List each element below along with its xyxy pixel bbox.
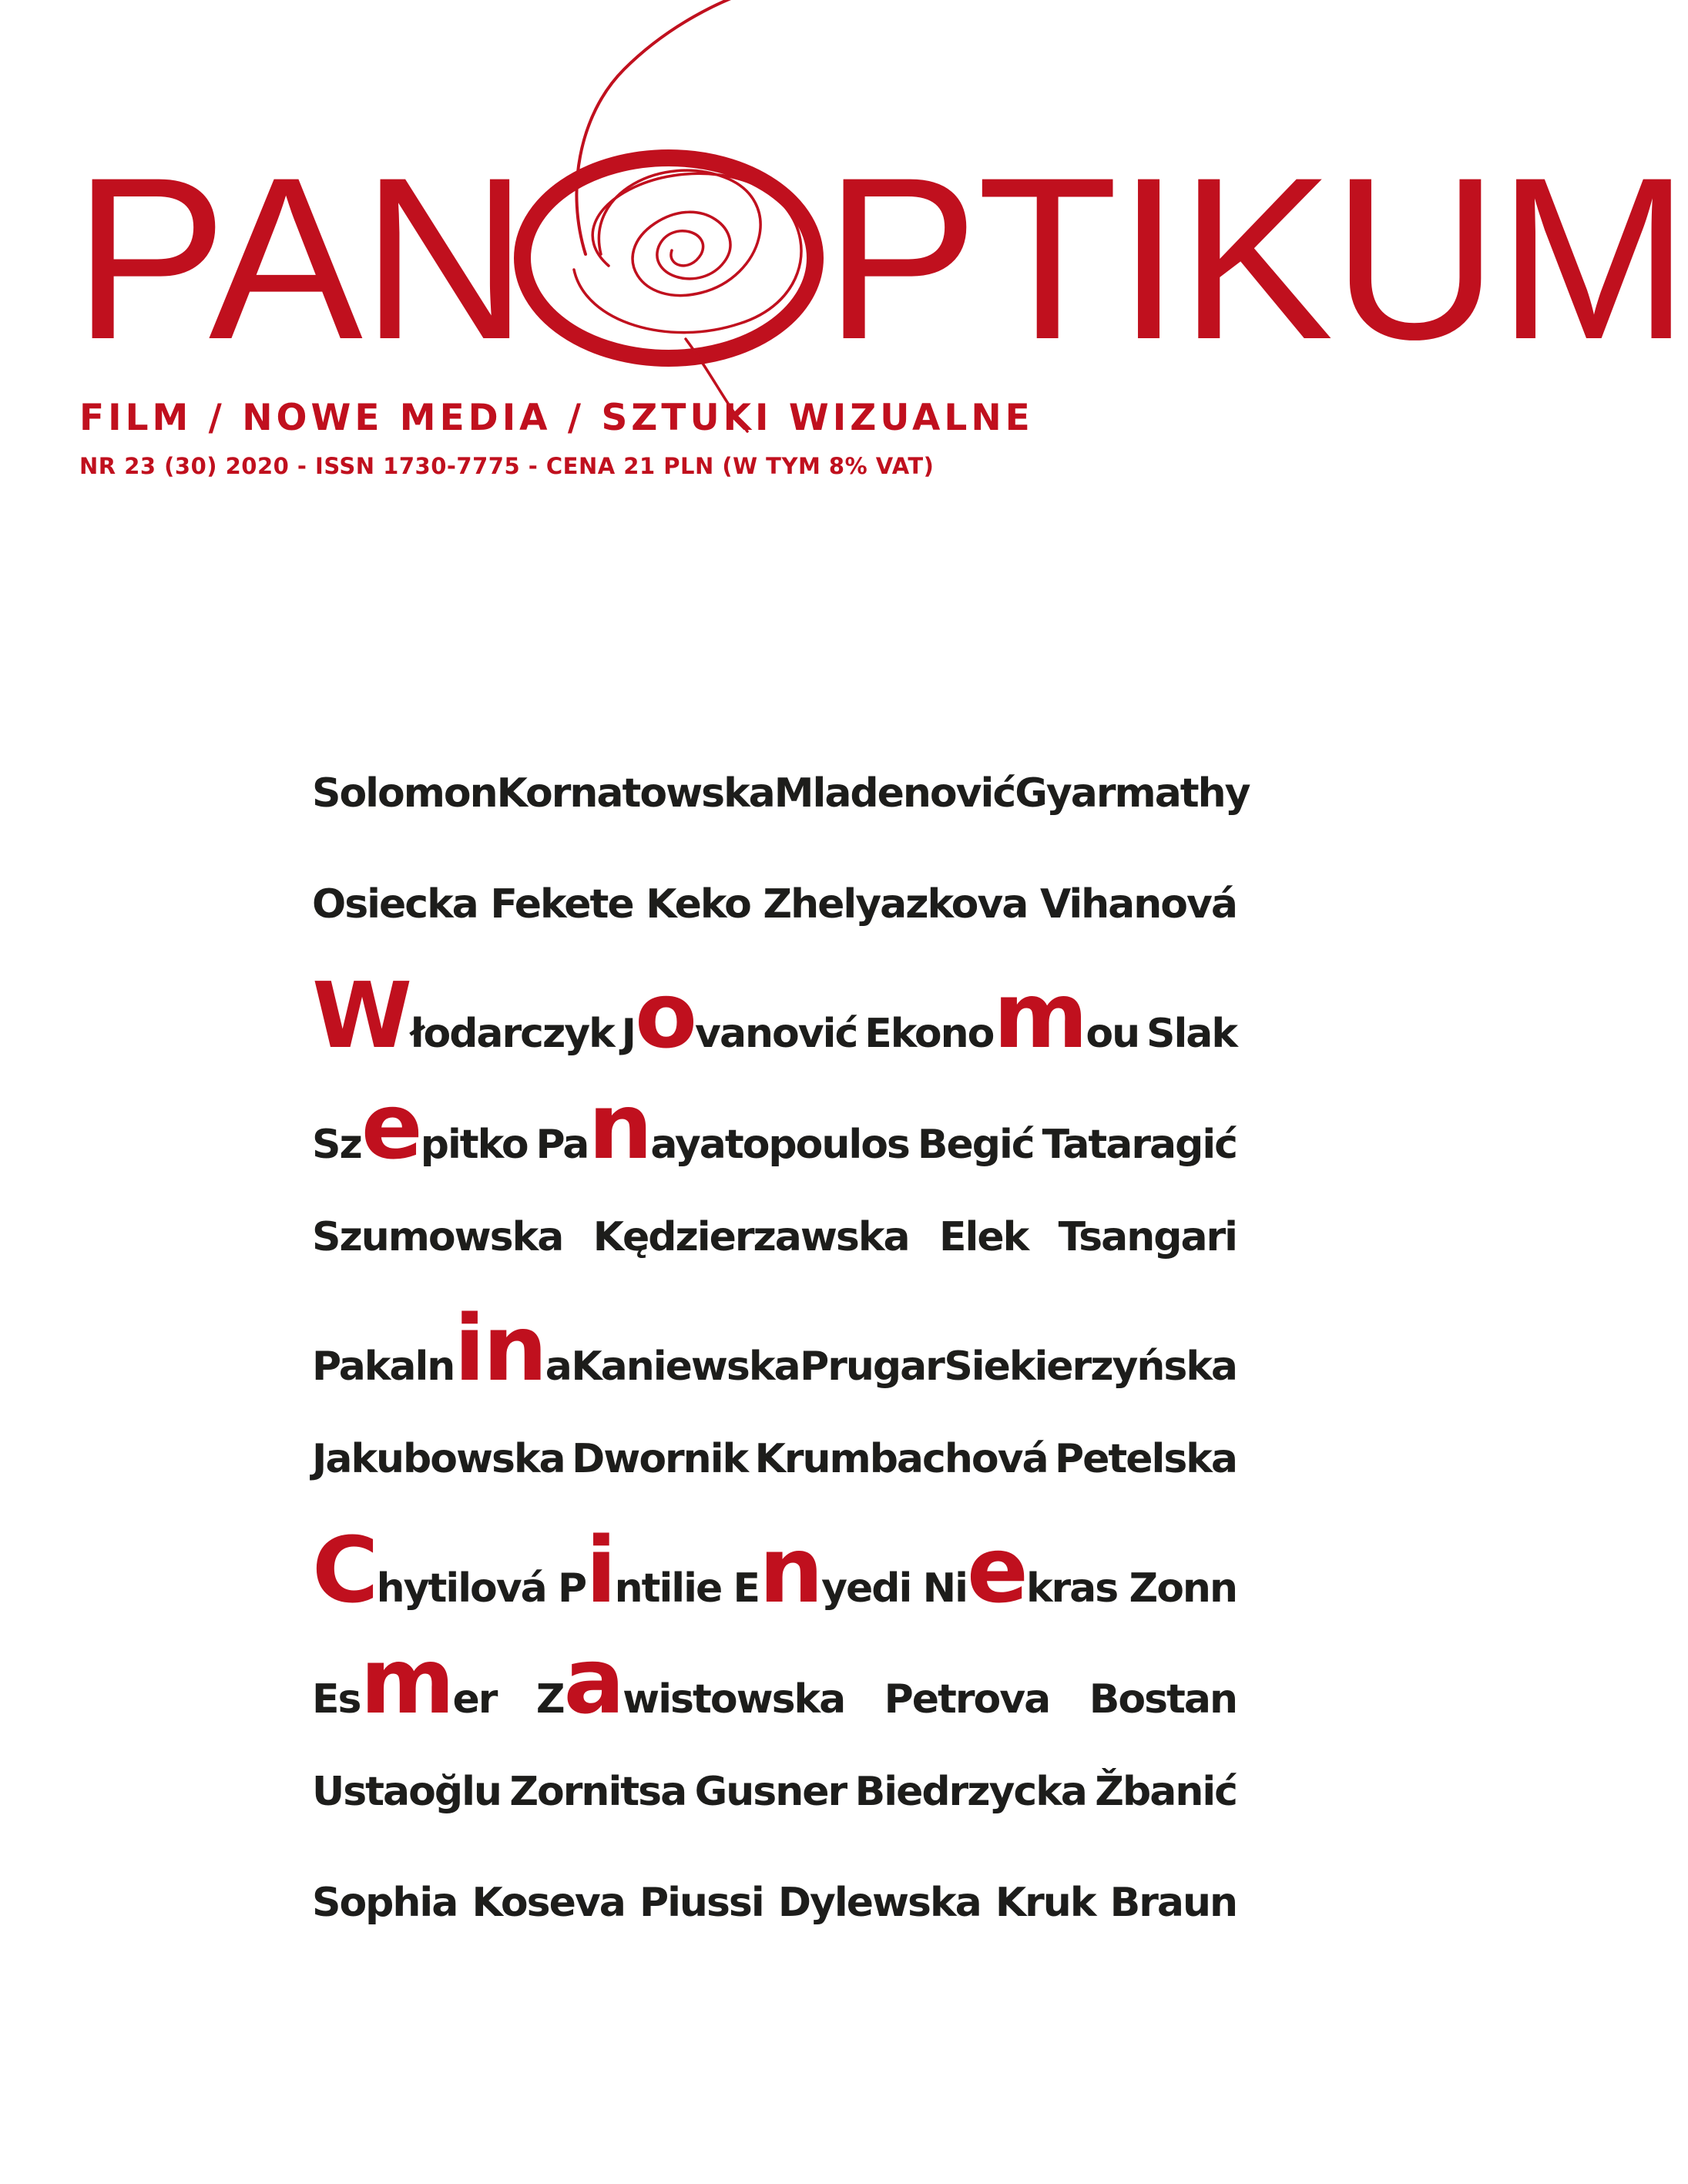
name-text: Piussi bbox=[639, 1880, 763, 1926]
director-name bbox=[1095, 1769, 1237, 1815]
name-row bbox=[312, 1880, 1237, 1949]
name-text: Vihanová bbox=[1039, 881, 1237, 928]
director-name bbox=[1089, 1676, 1237, 1723]
name-row bbox=[312, 1628, 1237, 1734]
name-text: Zhelyazkova bbox=[763, 881, 1028, 928]
name-text: łodarczyk bbox=[410, 1011, 614, 1057]
name-text: Sz bbox=[312, 1122, 361, 1168]
name-row bbox=[312, 1436, 1237, 1505]
director-name bbox=[593, 1214, 909, 1260]
director-name bbox=[939, 1214, 1028, 1260]
highlight-letter: in bbox=[454, 1295, 545, 1401]
director-name bbox=[695, 1769, 847, 1815]
director-name bbox=[639, 1880, 763, 1926]
director-name bbox=[800, 1344, 944, 1390]
name-text: E bbox=[733, 1565, 760, 1612]
highlight-letter: W bbox=[312, 962, 411, 1069]
issue-info-line: NR 23 (30) 2020 - ISSN 1730-7775 - CENA 21 PLN (W TYM 8% VAT) bbox=[79, 453, 935, 479]
name-text: vanović bbox=[695, 1011, 857, 1057]
name-row bbox=[312, 1214, 1237, 1283]
name-text: J bbox=[621, 1011, 635, 1057]
director-name bbox=[1146, 1011, 1237, 1057]
masthead-title-left: PAN bbox=[73, 129, 527, 387]
name-text: Slak bbox=[1146, 1011, 1237, 1057]
name-text: Kornatowska bbox=[496, 770, 774, 817]
highlight-letter: C bbox=[312, 1517, 377, 1623]
director-name bbox=[312, 1517, 546, 1623]
director-name bbox=[1040, 881, 1237, 928]
logo-scribble-outer bbox=[574, 173, 801, 332]
name-text: Braun bbox=[1109, 1880, 1237, 1926]
director-name bbox=[535, 1628, 845, 1734]
director-name bbox=[1059, 1214, 1237, 1260]
director-name bbox=[312, 1628, 497, 1734]
director-name bbox=[855, 1769, 1086, 1815]
name-text: Prugar bbox=[800, 1344, 944, 1390]
name-row bbox=[312, 962, 1237, 1069]
director-name bbox=[312, 1295, 571, 1401]
director-name bbox=[312, 1073, 528, 1179]
director-name bbox=[774, 770, 1015, 817]
director-name bbox=[884, 1676, 1050, 1723]
name-row bbox=[312, 1517, 1237, 1623]
director-name bbox=[1042, 1122, 1237, 1168]
director-name bbox=[763, 881, 1027, 928]
name-text: Kruk bbox=[995, 1880, 1096, 1926]
director-name bbox=[572, 1436, 747, 1482]
name-text: a bbox=[545, 1344, 571, 1390]
director-name bbox=[864, 962, 1139, 1069]
name-row bbox=[312, 881, 1237, 951]
name-text: Petelska bbox=[1055, 1436, 1237, 1482]
director-name bbox=[312, 962, 614, 1069]
name-text: Biedrzycka bbox=[854, 1769, 1086, 1815]
director-name bbox=[1015, 770, 1249, 817]
highlight-letter: m bbox=[360, 1628, 453, 1734]
director-name bbox=[312, 881, 478, 928]
name-text: Žbanić bbox=[1095, 1769, 1237, 1815]
name-text: Mladenović bbox=[774, 770, 1015, 817]
director-name bbox=[621, 962, 857, 1069]
logo-ring bbox=[522, 158, 815, 358]
director-name bbox=[312, 1880, 457, 1926]
name-text: ou bbox=[1086, 1011, 1139, 1057]
name-text: Koseva bbox=[471, 1880, 625, 1926]
name-text: wistowska bbox=[623, 1676, 845, 1723]
name-text: Petrova bbox=[884, 1676, 1050, 1723]
name-text: er bbox=[452, 1676, 497, 1723]
name-text: Osiecka bbox=[312, 881, 478, 928]
name-text: Ustaoğlu bbox=[312, 1769, 501, 1815]
highlight-letter: m bbox=[993, 962, 1086, 1069]
director-name bbox=[733, 1517, 911, 1623]
director-name bbox=[312, 1214, 562, 1260]
highlight-letter: o bbox=[634, 962, 696, 1069]
name-text: Elek bbox=[938, 1214, 1029, 1260]
name-text: pitko bbox=[420, 1122, 528, 1168]
name-text: Gyarmathy bbox=[1015, 770, 1250, 817]
director-name bbox=[918, 1122, 1034, 1168]
name-row bbox=[312, 1073, 1237, 1179]
director-name bbox=[312, 1436, 565, 1482]
name-text: Es bbox=[312, 1676, 361, 1723]
director-name bbox=[509, 1769, 686, 1815]
name-text: hytilová bbox=[376, 1565, 546, 1612]
name-text: Gusner bbox=[694, 1769, 847, 1815]
director-name bbox=[497, 770, 774, 817]
name-text: Begić bbox=[917, 1122, 1034, 1168]
name-text: ntilie bbox=[614, 1565, 722, 1612]
name-text: Pa bbox=[535, 1122, 589, 1168]
director-name bbox=[472, 1880, 625, 1926]
name-text: Kędzierzawska bbox=[592, 1214, 909, 1260]
director-name bbox=[944, 1344, 1237, 1390]
name-text: Tsangari bbox=[1058, 1214, 1237, 1260]
name-text: Zonn bbox=[1129, 1565, 1237, 1612]
director-name bbox=[646, 881, 750, 928]
name-row bbox=[312, 770, 1250, 840]
director-name bbox=[312, 770, 497, 817]
name-text: Ekono bbox=[864, 1011, 994, 1057]
name-text: Sophia bbox=[312, 1880, 458, 1926]
highlight-letter: e bbox=[361, 1073, 421, 1179]
name-text: Z bbox=[535, 1676, 564, 1723]
highlight-letter: i bbox=[586, 1517, 615, 1623]
director-name bbox=[922, 1517, 1118, 1623]
director-name bbox=[1129, 1565, 1237, 1612]
name-text: Dylewska bbox=[777, 1880, 981, 1926]
name-text: Tataragić bbox=[1042, 1122, 1237, 1168]
name-text: Pakaln bbox=[312, 1344, 455, 1390]
name-text: Fekete bbox=[490, 881, 633, 928]
scribble-o-logo-icon bbox=[493, 0, 847, 431]
name-text: Solomon bbox=[312, 770, 497, 817]
name-text: Krumbachová bbox=[754, 1436, 1048, 1482]
director-name bbox=[755, 1436, 1048, 1482]
journal-subtitle: FILM / NOWE MEDIA / SZTUKI WIZUALNE bbox=[79, 397, 1034, 439]
director-name bbox=[490, 881, 633, 928]
director-name bbox=[778, 1880, 981, 1926]
highlight-letter: a bbox=[563, 1628, 623, 1734]
name-row bbox=[312, 1295, 1237, 1401]
name-row bbox=[312, 1769, 1237, 1838]
highlight-letter: n bbox=[759, 1517, 822, 1623]
director-name bbox=[995, 1880, 1096, 1926]
name-text: Szumowska bbox=[312, 1214, 563, 1260]
director-name bbox=[1055, 1436, 1237, 1482]
director-name bbox=[1110, 1880, 1237, 1926]
director-name bbox=[535, 1073, 909, 1179]
name-text: Bostan bbox=[1089, 1676, 1237, 1723]
director-name bbox=[312, 1769, 501, 1815]
name-text: Ni bbox=[922, 1565, 967, 1612]
masthead-title-right: PTIKUM bbox=[824, 129, 1688, 387]
director-name bbox=[571, 1344, 799, 1390]
director-name bbox=[558, 1517, 722, 1623]
name-text: Jakubowska bbox=[312, 1436, 565, 1482]
name-text: ayatopoulos bbox=[650, 1122, 909, 1168]
name-text: Dwornik bbox=[572, 1436, 748, 1482]
name-text: P bbox=[558, 1565, 586, 1612]
name-text: Keko bbox=[646, 881, 750, 928]
logo-scribble bbox=[599, 170, 760, 295]
highlight-letter: e bbox=[966, 1517, 1026, 1623]
highlight-letter: n bbox=[588, 1073, 651, 1179]
name-text: Zornitsa bbox=[509, 1769, 686, 1815]
name-text: Kaniewska bbox=[571, 1344, 800, 1390]
name-text: Siekierzyńska bbox=[944, 1344, 1237, 1390]
name-text: kras bbox=[1025, 1565, 1118, 1612]
name-text: yedi bbox=[821, 1565, 911, 1612]
